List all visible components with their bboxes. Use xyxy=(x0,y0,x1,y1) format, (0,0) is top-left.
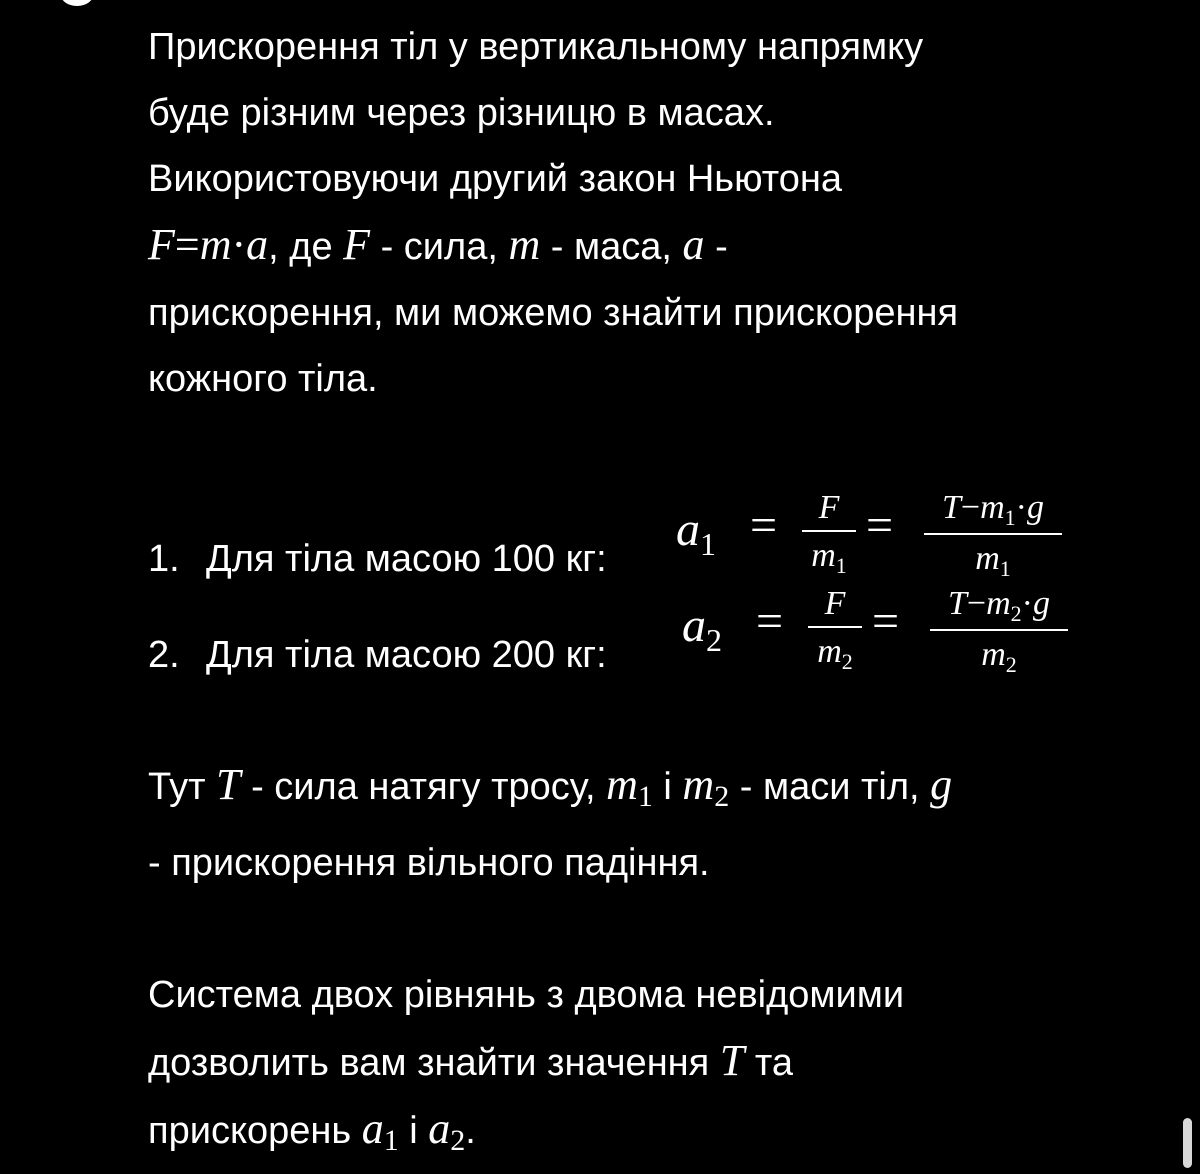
var-T: T xyxy=(216,760,241,809)
formula-lhs: $a_1$ xyxy=(676,503,716,562)
newton-formula-eq: = xyxy=(174,220,200,269)
newton-formula-dot: · xyxy=(231,220,247,269)
intro-line-5: прискорення, ми можемо знайти прискорення xyxy=(148,292,959,334)
var-a: a xyxy=(682,220,705,269)
var-m: m xyxy=(508,220,541,269)
note-line-2: - прискорення вільного падіння. xyxy=(148,842,710,884)
scrollbar-thumb[interactable] xyxy=(1183,1118,1192,1168)
avatar-edge xyxy=(60,0,94,6)
formula-equals: = xyxy=(872,595,900,648)
fraction-tension: $T-m_2\cdot g$ $m_2$ xyxy=(930,586,1068,676)
var-m2: m xyxy=(682,760,715,809)
var-a1: a xyxy=(361,1104,384,1153)
newton-formula-m: m xyxy=(199,220,232,269)
newton-formula-F: F xyxy=(148,220,175,269)
list-item xyxy=(148,490,1148,586)
newton-formula-a: a xyxy=(246,220,269,269)
text-dash: - xyxy=(704,226,728,268)
fraction-F-over-m: F $m_1$ xyxy=(802,490,856,577)
var-g: g xyxy=(930,760,953,809)
formula-equals: = xyxy=(756,595,784,648)
conclusion-line-2: дозволить вам знайти значення T та xyxy=(148,1036,793,1085)
intro-line-6: кожного тіла. xyxy=(148,358,378,400)
message-content xyxy=(148,14,1148,1174)
intro-line-2: буде різним через різницю в масах. xyxy=(148,92,775,134)
var-F: F xyxy=(343,220,371,269)
note-paragraph xyxy=(148,752,1148,896)
acceleration-list xyxy=(148,490,1148,682)
text-de: , де xyxy=(268,226,344,268)
intro-line-1: Прискорення тіл у вертикальному напрямку xyxy=(148,26,924,68)
var-m1: m xyxy=(606,760,638,809)
fraction-tension: $T-m_1\cdot g$ $m_1$ xyxy=(924,490,1062,580)
var-a2: a xyxy=(428,1104,451,1153)
list-item xyxy=(148,586,1148,682)
intro-line-3: Використовуючи другий закон Ньютона xyxy=(148,158,843,200)
var-T: T xyxy=(719,1036,745,1085)
list-item-label: Для тіла масою 200 кг: xyxy=(206,634,607,676)
list-item-label: Для тіла масою 100 кг: xyxy=(206,538,607,580)
conclusion-paragraph xyxy=(148,962,1148,1174)
intro-line-4 xyxy=(148,212,1148,280)
formula-lhs: $a_2$ xyxy=(682,599,722,658)
list-item-number: 2. xyxy=(148,634,180,676)
intro-paragraph xyxy=(148,14,1148,412)
formula-equals: = xyxy=(866,499,894,552)
text-sila: - сила, xyxy=(370,226,509,268)
fraction-F-over-m: F $m_2$ xyxy=(808,586,862,673)
text-masa: - маса, xyxy=(540,226,683,268)
note-line-1: Тут T - сила натягу тросу, $m_1$ і $m_2$ - маси тіл, g xyxy=(148,760,953,813)
conclusion-line-1: Система двох рівнянь з двома невідомими xyxy=(148,974,905,1016)
list-item-number: 1. xyxy=(148,538,180,580)
conclusion-line-3: прискорень $a_1$ і $a_2$. xyxy=(148,1104,476,1157)
formula-equals: = xyxy=(750,499,778,552)
